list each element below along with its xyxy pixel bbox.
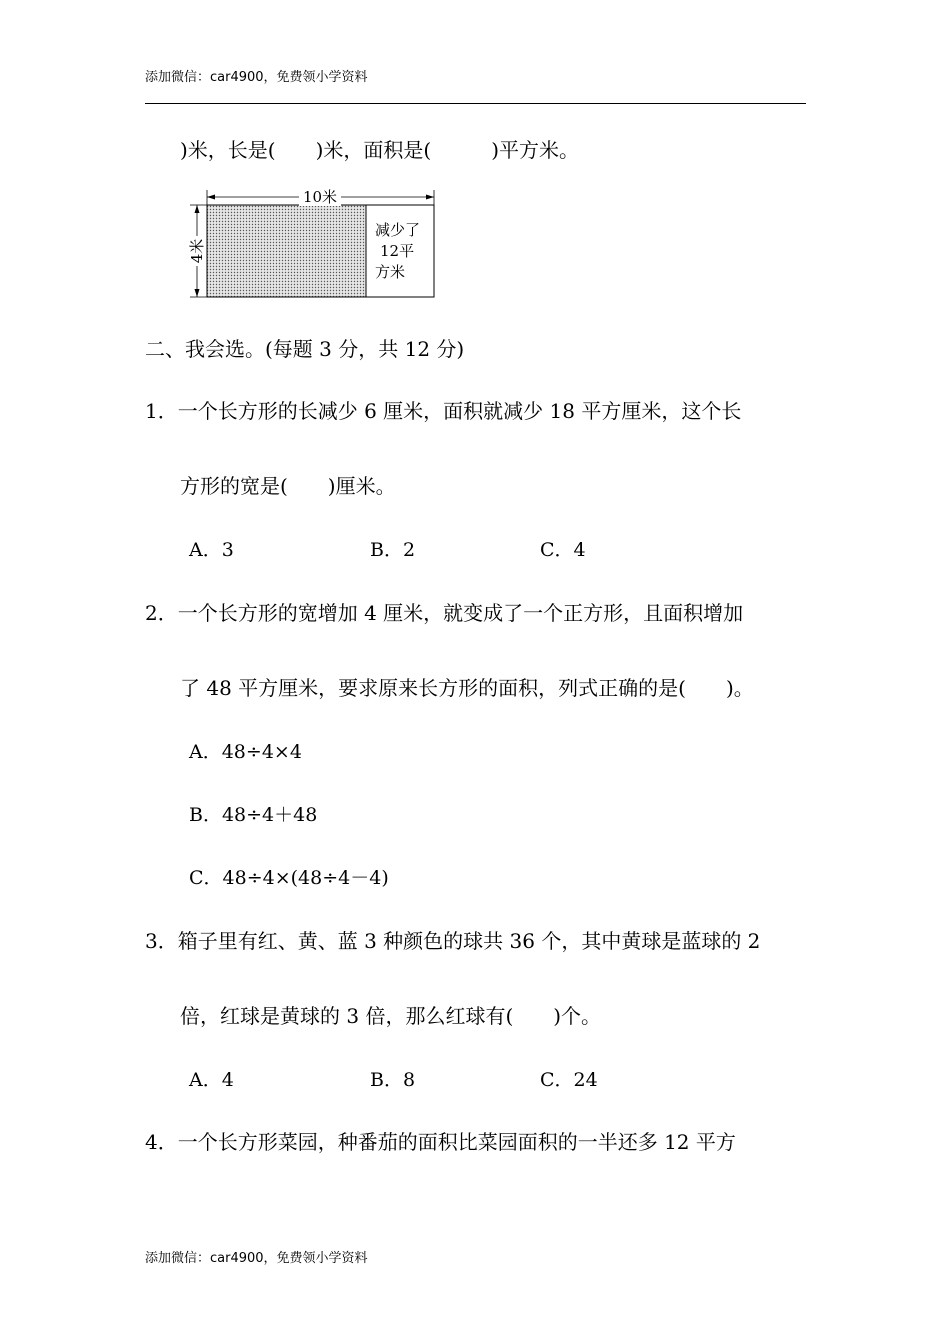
question-1-line-2: 方形的宽是( )厘米。 — [180, 474, 396, 498]
question-2-line-2: 了 48 平方厘米，要求原来长方形的面积，列式正确的是( )。 — [180, 676, 754, 700]
question-3-line-1: 3．箱子里有红、黄、蓝 3 种颜色的球共 36 个，其中黄球是蓝球的 2 — [145, 929, 761, 953]
side-dimension-label: 4米 — [188, 238, 206, 264]
rectangle-diagram — [185, 184, 445, 304]
reduced-label-line3: 方米 — [375, 263, 406, 281]
question-3-option-b[interactable]: B．8 — [370, 1069, 416, 1091]
question-2-line-1: 2．一个长方形的宽增加 4 厘米，就变成了一个正方形，且面积增加 — [145, 601, 744, 625]
header-divider — [145, 103, 806, 104]
shaded-rectangle — [207, 205, 366, 297]
question-1-line-1: 1．一个长方形的长减少 6 厘米，面积就减少 18 平方厘米，这个长 — [145, 399, 742, 423]
question-1-option-b[interactable]: B．2 — [370, 539, 416, 561]
page-footer: 添加微信：car4900，免费领小学资料 — [145, 1251, 368, 1266]
question-3-option-a[interactable]: A．4 — [189, 1069, 234, 1091]
question-2-option-c[interactable]: C．48÷4×(48÷4－4) — [189, 867, 389, 889]
question-2-option-a[interactable]: A．48÷4×4 — [189, 741, 302, 763]
reduced-label-line2: 12平 — [380, 242, 415, 260]
question-4-line-1: 4．一个长方形菜园，种番茄的面积比菜园面积的一半还多 12 平方 — [145, 1130, 736, 1154]
question-1-option-a[interactable]: A．3 — [189, 539, 234, 561]
question-2-option-b[interactable]: B．48÷4＋48 — [189, 804, 318, 826]
continuation-line: )米，长是( )米，面积是( )平方米。 — [180, 138, 580, 162]
section-title: 二、我会选。(每题 3 分，共 12 分) — [145, 337, 465, 361]
page-header: 添加微信：car4900，免费领小学资料 — [145, 70, 368, 85]
reduced-label-line1: 减少了 — [375, 221, 421, 239]
question-3-line-2: 倍，红球是黄球的 3 倍，那么红球有( )个。 — [180, 1004, 602, 1028]
question-1-option-c[interactable]: C．4 — [540, 539, 586, 561]
question-3-option-c[interactable]: C．24 — [540, 1069, 598, 1091]
top-dimension-label: 10米 — [302, 188, 338, 206]
